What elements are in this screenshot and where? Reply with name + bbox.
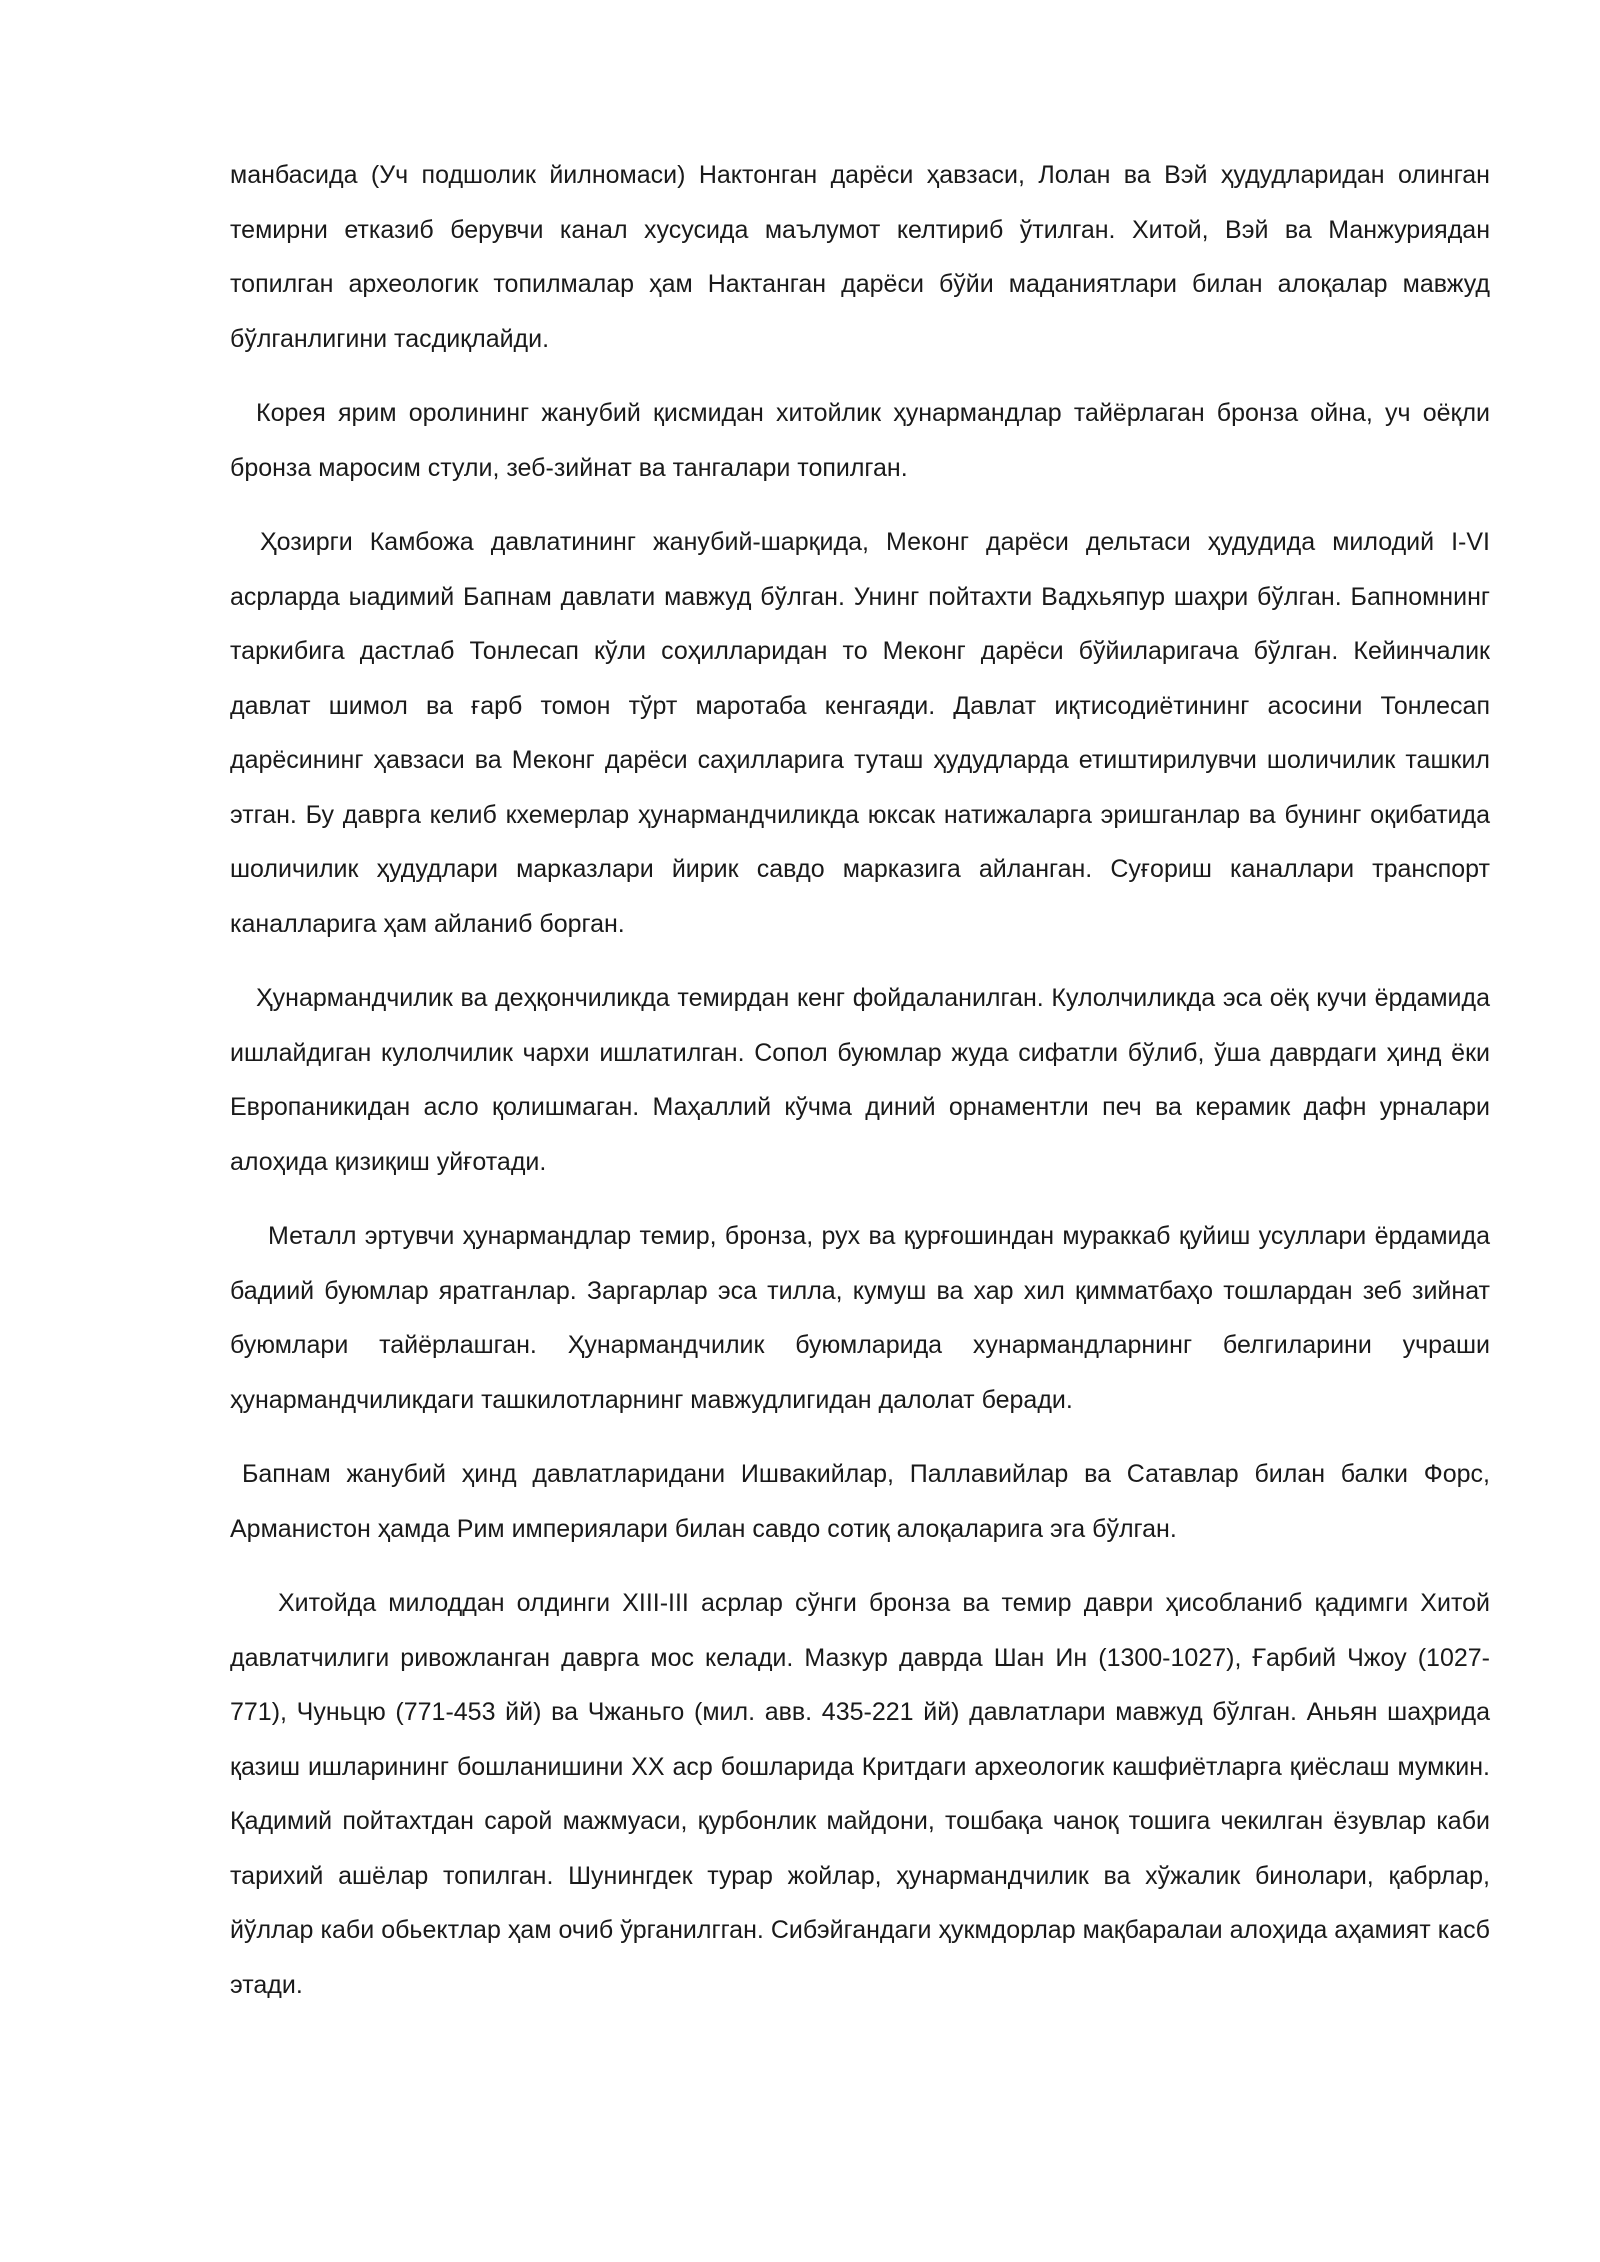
paragraph: Бапнам жанубий ҳинд давлатларидани Ишвакийлар, Паллавийлар ва Сатавлар билан балки Форс, Арманистон ҳамда Рим империялари билан савдо сотиқ алоқаларига эга бўлган. (230, 1460, 1490, 1543)
paragraph: Корея ярим оролининг жанубий қисмидан хитойлик ҳунармандлар тайёрлаган бронза ойна, уч оёқли бронза маросим стули, зеб-зийнат ва тангалари топилган. (230, 399, 1490, 482)
paragraph: Металл эртувчи ҳунармандлар темир, бронза, рух ва қурғошиндан мураккаб қуйиш усуллари ёрдамида бадиий буюмлар яратганлар. Заргарлар эса тилла, кумуш ва хар хил қимматбаҳо тошлардан зеб зийнат буюмлари тайёрлашган. Ҳунармандчилик буюмларида хунармандларнинг белгиларини учраши ҳунармандчиликдаги ташкилотларнинг мавжудлигидан далолат беради. (230, 1222, 1490, 1414)
paragraph: Хитойда милоддан олдинги XIII-III асрлар сўнги бронза ва темир даври ҳисобланиб қадимги Хитой давлатчилиги ривожланган даврга мос келади. Мазкур даврда Шан Ин (1300-1027), Ғарбий Чжоу (1027-771), Чуньцю (771-453 йй) ва Чжаньго (мил. авв. 435-221 йй) давлатлари мавжуд бўлган. Аньян шаҳрида қазиш ишларининг бошланишини XX аср бошларида Критдаги археологик кашфиётларга қиёслаш мумкин. Қадимий пойтахтдан сарой мажмуаси, қурбонлик майдони, тошбақа чаноқ тошига чекилган ёзувлар каби тарихий ашёлар топилган. Шунингдек турар жойлар, ҳунармандчилик ва хўжалик бинолари, қабрлар, йўллар каби обьектлар ҳам очиб ўрганилгган. Сибэйгандаги ҳукмдорлар мақбаралаи алоҳида аҳамият касб этади. (230, 1589, 1490, 1999)
paragraph: манбасида (Уч подшолик йилномаси) Нактонган дарёси ҳавзаси, Лолан ва Вэй ҳудудларидан олинган темирни етказиб берувчи канал хусусида маълумот келтириб ўтилган. Хитой, Вэй ва Манжуриядан топилган археологик топилмалар ҳам Нактанган дарёси бўйи маданиятлари билан алоқалар мавжуд бўлганлигини тасдиқлайди. (230, 161, 1490, 353)
paragraph: Ҳунармандчилик ва деҳқончиликда темирдан кенг фойдаланилган. Кулолчиликда эса оёқ кучи ёрдамида ишлайдиган кулолчилик чархи ишлатилган. Сопол буюмлар жуда сифатли бўлиб, ўша даврдаги ҳинд ёки Европаникидан асло қолишмаган. Маҳаллий кўчма диний орнаментли печ ва керамик дафн урналари алоҳида қизиқиш уйғотади. (230, 984, 1490, 1176)
document-body (230, 148, 1490, 2032)
paragraph: Ҳозирги Камбожа давлатининг жанубий-шарқида, Меконг дарёси дельтаси ҳудудида милодий I-VI асрларда ыадимий Бапнам давлати мавжуд бўлган. Унинг пойтахти Вадхьяпур шаҳри бўлган. Бапномнинг таркибига дастлаб Тонлесап кўли соҳилларидан то Меконг дарёси бўйиларигача бўлган. Кейинчалик давлат шимол ва ғарб томон тўрт маротаба кенгаяди. Давлат иқтисодиётининг асосини Тонлесап дарёсининг ҳавзаси ва Меконг дарёси саҳилларига туташ ҳудудларда етиштирилувчи шоличилик ташкил этган. Бу даврга келиб кхемерлар ҳунармандчиликда юксак натижаларга эришганлар ва бунинг оқибатида шоличилик ҳудудлари марказлари йирик савдо марказига айланган. Суғориш каналлари транспорт каналларига ҳам айланиб борган. (230, 528, 1490, 938)
